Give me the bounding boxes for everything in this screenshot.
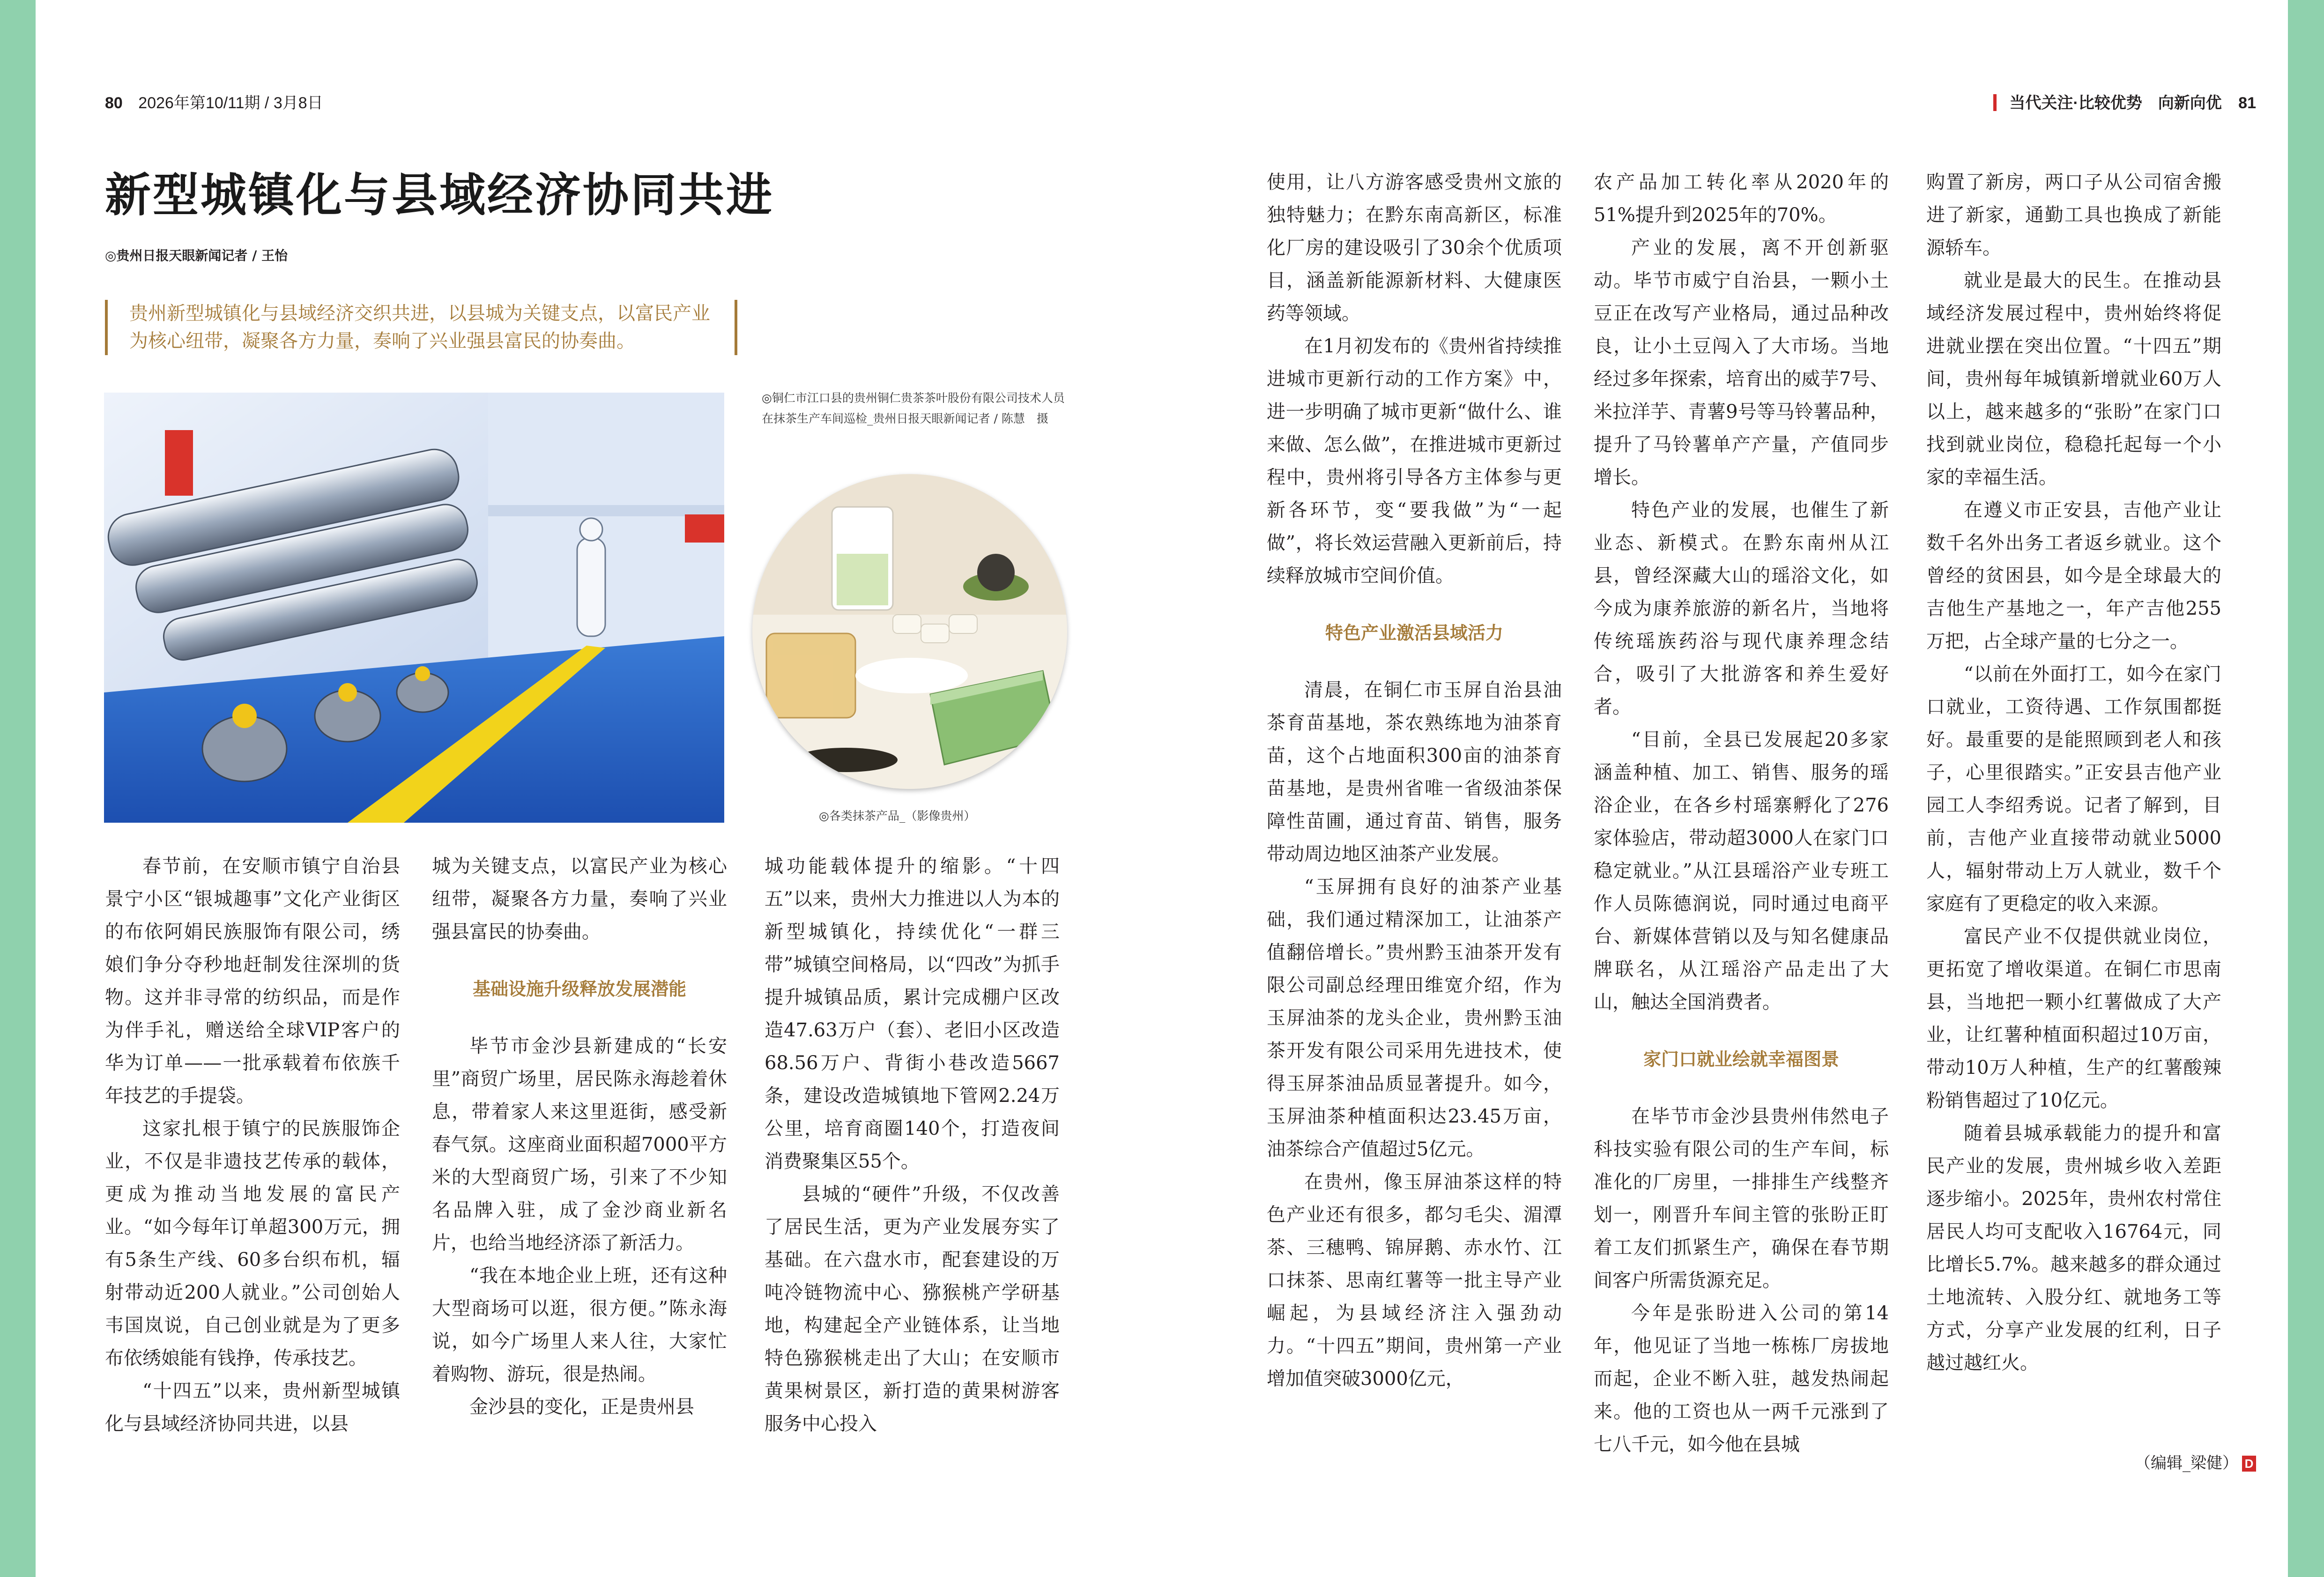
editor-credit: [2135, 1450, 2256, 1473]
paragraph: “玉屏拥有良好的油茶产业基础，我们通过精深加工，让油茶产值翻倍增长。”贵州黔玉油茶开发有限公司副总经理田维宽介绍，作为玉屏油茶的龙头企业，贵州黔玉油茶开发有限公司采用先进技术，使得玉屏茶油品质显著提升。如今，玉屏油茶种植面积达23.45万亩，油茶综合产值超过5亿元。: [1267, 876, 1562, 1160]
column-6: [1926, 166, 2221, 1379]
section-marker: [1993, 94, 1997, 111]
column-2: [432, 850, 727, 1423]
paragraph: 随着县城承载能力的提升和富民产业的发展，贵州城乡收入差距逐步缩小。2025年，贵州农村常住居民人均可支配收入16764元，同比增长5.7%。越来越多的群众通过土地流转、入股分红、就地务工等方式，分享产业发展的红利，日子越过越红火。: [1926, 1123, 2221, 1374]
matcha-products-caption: ◎各类抹茶产品_（影像贵州）: [819, 809, 976, 823]
paragraph: 富民产业不仅提供就业岗位，更拓宽了增收渠道。在铜仁市思南县，当地把一颗小红薯做成了大产业，让红薯种植面积超过10万亩，带动10万人种植，生产的红薯酸辣粉销售超过了10亿元。: [1926, 926, 2221, 1111]
column-3: [765, 850, 1060, 1440]
matcha-products-photo: [752, 474, 1067, 789]
paragraph: 就业是最大的民生。在推动县域经济发展过程中，贵州始终将促进就业摆在突出位置。“十四五”期间，贵州每年城镇新增就业60万人以上，越来越多的“张盼”在家门口找到就业岗位，稳稳托起每一个小家的幸福生活。: [1926, 270, 2221, 488]
subheading-special-industry: 特色产业激活县域活力: [1325, 623, 1503, 643]
paragraph: “目前，全县已发展起20多家涵盖种植、加工、销售、服务的瑶浴企业，在各乡村瑶寨孵化了276家体验店，带动超3000人在家门口稳定就业。”从江县瑶浴产业专班工作人员陈德润说，同时通过电商平台、新媒体营销以及与知名健康品牌联名，从江瑶浴产品走出了大山，触达全国消费者。: [1594, 729, 1889, 1013]
subheading-infrastructure: 基础设施升级释放发展潜能: [472, 979, 686, 999]
paragraph: 农产品加工转化率从2020年的51%提升到2025年的70%。: [1594, 171, 1889, 226]
tea-factory-caption: ◎铜仁市江口县的贵州铜仁贵茶茶叶股份有限公司技术人员在抹茶生产车间巡检_贵州日报天眼新闻记者 / 陈慧 摄: [762, 391, 1065, 425]
paragraph: 城功能载体提升的缩影。“十四五”以来，贵州大力推进以人为本的新型城镇化，持续优化“一群三带”城镇空间格局，以“四改”为抓手提升城镇品质，累计完成棚户区改造47.63万户（套）、老旧小区改造68.56万户、背街小巷改造5667条，建设改造城镇地下管网2.24万公里，培育商圈140个，打造夜间消费聚集区55个。: [765, 855, 1060, 1172]
magazine-logo: D: [2242, 1456, 2256, 1472]
tea-factory-photo: [104, 393, 724, 823]
paragraph: 今年是张盼进入公司的第14年，他见证了当地一栋栋厂房拔地而起，企业不断入驻，越发热闹起来。他的工资也从一两千元涨到了七八千元，如今他在县城: [1594, 1302, 1889, 1455]
paragraph: “以前在外面打工，如今在家门口就业，工资待遇、工作氛围都挺好。最重要的是能照顾到老人和孩子，心里很踏实。”正安县吉他产业园工人李绍秀说。记者了解到，目前，吉他产业直接带动就业5000人，辐射带动上万人就业，数千个家庭有了更稳定的收入来源。: [1926, 663, 2221, 915]
paragraph: 购置了新房，两口子从公司宿舍搬进了新家，通勤工具也换成了新能源轿车。: [1926, 171, 2221, 259]
right-page-number: 81: [2238, 94, 2256, 112]
right-page: [1162, 0, 2288, 1577]
left-folio: [105, 90, 323, 113]
article-title: 新型城镇化与县域经济协同共进: [105, 168, 774, 222]
column-1: [105, 850, 400, 1440]
left-page: [36, 0, 1162, 1577]
paragraph: 金沙县的变化，正是贵州县: [469, 1396, 694, 1418]
left-page-number: 80: [105, 94, 123, 112]
paragraph: 产业的发展，离不开创新驱动。毕节市威宁自治县，一颗小土豆正在改写产业格局，通过品种改良，让小土豆闯入了大市场。当地经过多年探索，培育出的威芋7号、米拉洋芋、青薯9号等马铃薯品种，提升了马铃薯单产产量，产值同步增长。: [1594, 237, 1889, 488]
lead-box: [105, 300, 737, 355]
paragraph: 使用，让八方游客感受贵州文旅的独特魅力；在黔东南高新区，标准化厂房的建设吸引了30余个优质项目，涵盖新能源新材料、大健康医药等领域。: [1267, 171, 1562, 324]
paragraph: 城为关键支点，以富民产业为核心纽带，凝聚各方力量，奏响了兴业强县富民的协奏曲。: [432, 855, 727, 943]
editor-name: （编辑_梁健）: [2135, 1454, 2238, 1473]
paragraph: 春节前，在安顺市镇宁自治县景宁小区“银城趣事”文化产业街区的布依阿娟民族服饰有限公司，绣娘们争分夺秒地赶制发往深圳的货物。这并非寻常的纺织品，而是作为伴手礼，赠送给全球VIP客户的华为订单——一批承载着布依族千年技艺的手提袋。: [105, 855, 400, 1107]
issue-info: 2026年第10/11期 / 3月8日: [138, 94, 323, 112]
paragraph: 毕节市金沙县新建成的“长安里”商贸广场里，居民陈永海趁着休息，带着家人来这里逛街，感受新春气氛。这座商业面积超7000平方米的大型商贸广场，引来了不少知名品牌入驻，成了金沙商业新名片，也给当地经济添了新活力。: [432, 1035, 727, 1254]
lead-text: 贵州新型城镇化与县域经济交织共进，以县城为关键支点，以富民产业为核心纽带，凝聚各方力量，奏响了兴业强县富民的协奏曲。: [129, 303, 710, 352]
byline: ◎贵州日报天眼新闻记者 / 王怡: [105, 248, 288, 263]
column-5: [1594, 166, 1889, 1461]
right-folio: [1993, 90, 2256, 113]
paragraph: “我在本地企业上班，还有这种大型商场可以逛，很方便。”陈永海说，如今广场里人来人往，大家忙着购物、游玩，很是热闹。: [432, 1265, 727, 1385]
paragraph: “十四五”以来，贵州新型城镇化与县域经济协同共进，以县: [105, 1380, 400, 1435]
paragraph: 在1月初发布的《贵州省持续推进城市更新行动的工作方案》中，进一步明确了城市更新“做什么、谁来做、怎么做”，在推进城市更新过程中，贵州将引导各方主体参与更新各环节，变“要我做”为“一起做”，将长效运营融入更新前后，持续释放城市空间价值。: [1267, 335, 1562, 587]
paragraph: 这家扎根于镇宁的民族服饰企业，不仅是非遗技艺传承的载体，更成为推动当地发展的富民产业。“如今每年订单超300万元，拥有5条生产线、60多台织布机，辐射带动近200人就业。”公司创始人韦国岚说，自己创业就是为了更多布依绣娘能有钱挣，传承技艺。: [105, 1118, 400, 1369]
column-4: [1267, 166, 1562, 1395]
paragraph: 在遵义市正安县，吉他产业让数千名外出务工者返乡就业。这个曾经的贫困县，如今是全球最大的吉他生产基地之一，年产吉他255万把，占全球产量的七分之一。: [1926, 499, 2221, 652]
paragraph: 在贵州，像玉屏油茶这样的特色产业还有很多，都匀毛尖、湄潭茶、三穗鸭、锦屏鹅、赤水竹、江口抹茶、思南红薯等一批主导产业崛起，为县域经济注入强劲动力。“十四五”期间，贵州第一产业增加值突破3000亿元，: [1267, 1171, 1562, 1390]
paragraph: 县城的“硬件”升级，不仅改善了居民生活，更为产业发展夯实了基础。在六盘水市，配套建设的万吨冷链物流中心、猕猴桃产学研基地，构建起全产业链体系，让当地特色猕猴桃走出了大山；在安顺市黄果树景区，新打造的黄果树游客服务中心投入: [765, 1183, 1060, 1435]
section-title: 当代关注·比较优势 向新向优: [2009, 94, 2222, 112]
subheading-employment: 家门口就业绘就幸福图景: [1643, 1049, 1839, 1070]
paragraph: 在毕节市金沙县贵州伟然电子科技实验有限公司的生产车间，标准化的厂房里，一排排生产线整齐划一，刚晋升车间主管的张盼正盯着工友们抓紧生产，确保在春节期间客户所需货源充足。: [1594, 1106, 1889, 1291]
paragraph: 特色产业的发展，也催生了新业态、新模式。在黔东南州从江县，曾经深藏大山的瑶浴文化，如今成为康养旅游的新名片，当地将传统瑶族药浴与现代康养理念结合，吸引了大批游客和养生爱好者。: [1594, 499, 1889, 718]
paragraph: 清晨，在铜仁市玉屏自治县油茶育苗基地，茶农熟练地为油茶育苗，这个占地面积300亩的油茶育苗基地，是贵州省唯一省级油茶保障性苗圃，通过育苗、销售，服务带动周边地区油茶产业发展。: [1267, 679, 1562, 865]
